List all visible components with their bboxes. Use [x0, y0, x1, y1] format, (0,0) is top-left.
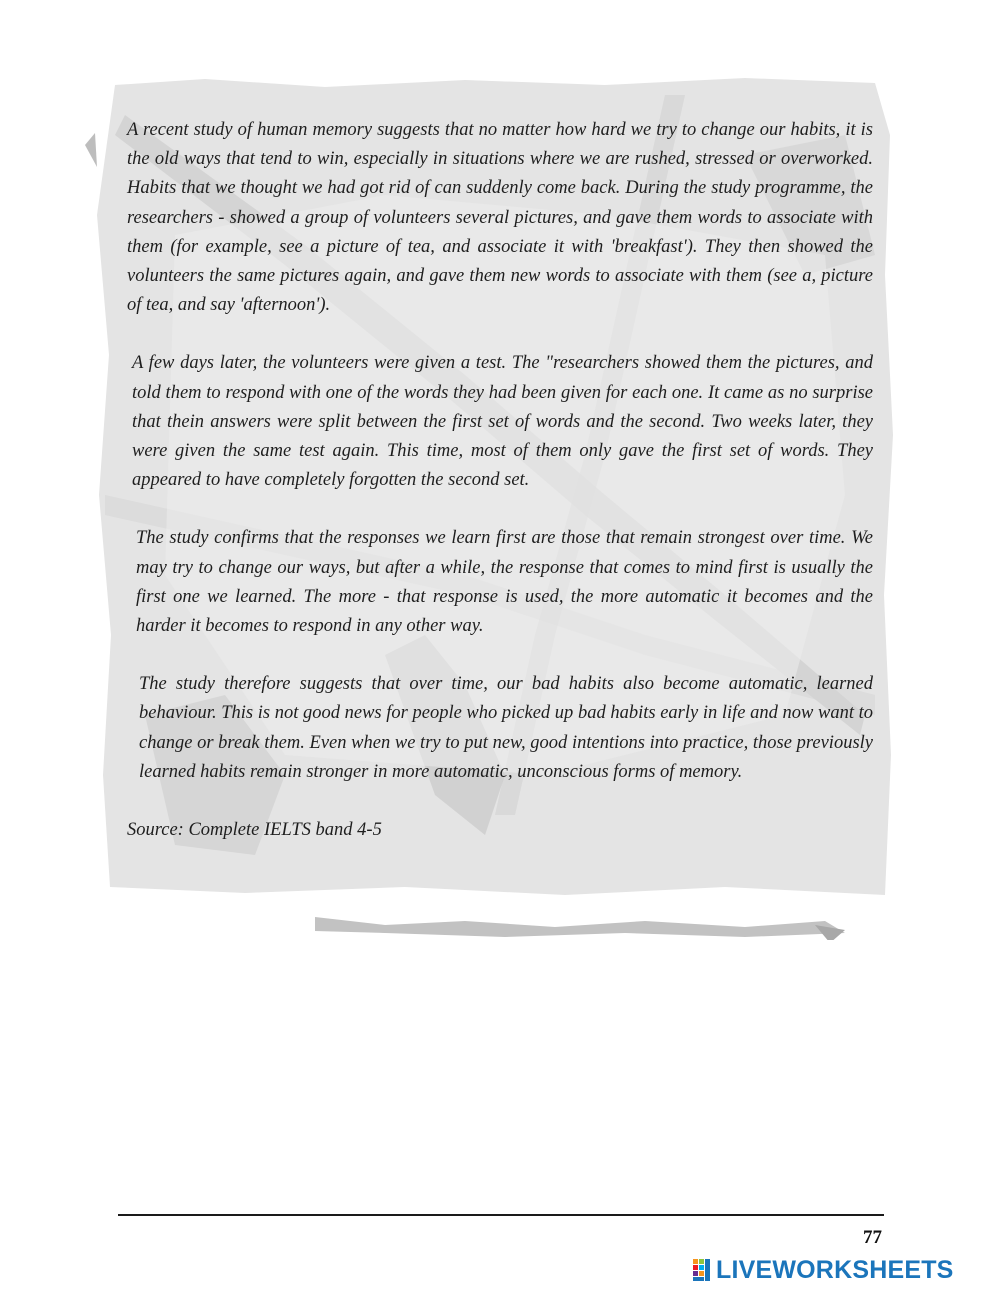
passage-paragraph-2: A few days later, the volunteers were given a test. The "researchers showed them the pictures, and told them to respond with one of the words they had been given for each one. It came as no surprise that thein answers were split between the first set of words and the second. Two weeks later, they were given the same test again. This time, most of them only gave the first set of words. They appeared to have completely forgotten the second set.: [132, 353, 873, 491]
passage-paragraph-1: A recent study of human memory suggests that no matter how hard we try to change our habits, it is the old ways that tend to win, especially in situations where we are rushed, stressed or overworked. Habits that we thought we had got rid of can suddenly come back. During the study programme, the researchers - showed a group of volunteers several pictures, and gave them words to associate with them (for example, see a picture of tea, and associate it with 'breakfast'). They then showed the volunteers the same pictures again, and gave them new words to associate with them (see a, picture of tea, and say 'afternoon').: [127, 120, 873, 316]
source-citation: Source: Complete IELTS band 4-5: [127, 820, 382, 841]
passage-paragraph-4: The study therefore suggests that over time, our bad habits also become automatic, learned behaviour. This is not good news for people who picked up bad habits early in life and now want to change or break them. Even when we try to put new, good intentions into practice, those previously learned habits remain stronger in more automatic, unconscious forms of memory.: [139, 674, 873, 782]
page-number: 77: [863, 1227, 882, 1248]
liveworksheets-brand[interactable]: [693, 1255, 954, 1285]
passage-paragraph-3: The study confirms that the responses we learn first are those that remain strongest over time. We may try to change our ways, but after a while, the response that comes to mind first is usually the first one we learned. The more - that response is used, the more automatic it becomes and the harder it becomes to respond in any other way.: [136, 528, 873, 637]
brand-name: LIVEWORKSHEETS: [716, 1255, 954, 1284]
reading-passage: [127, 116, 873, 845]
footer-divider: [118, 1214, 884, 1216]
liveworksheets-logo-icon: [693, 1258, 713, 1282]
